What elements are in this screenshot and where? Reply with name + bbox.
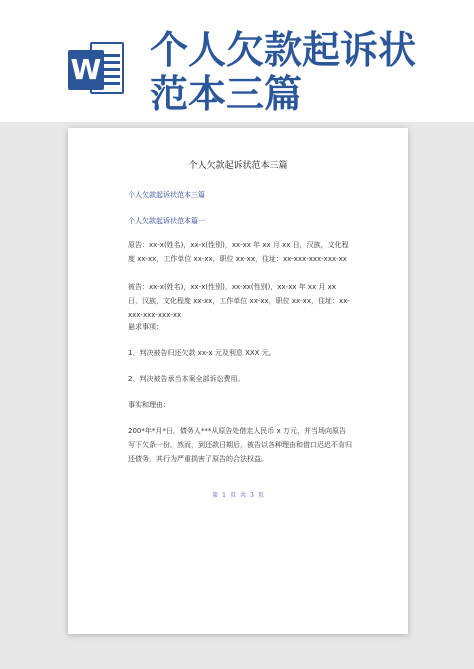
footer-total-prefix: 共 (240, 492, 247, 499)
footer-total-pages: 3 (250, 492, 254, 499)
banner (0, 0, 474, 122)
heading-1: 个人欠款起诉状范本三篇 (128, 191, 205, 199)
claim-2: 2、判决被告承当本案全部诉讼费用。 (128, 375, 245, 383)
footer-page-label: 页 (229, 492, 236, 499)
facts-paragraph: 200*年*月*日，债务人***从原告处借走人民币 x 万元，并当场向原告写下欠条一份。然而，到还款日期后，被告以各种理由和借口迟迟不肯归还债务，其行为严重损害了原告的合法权益。 (128, 427, 352, 463)
claim-1: 1、判决被告归还欠款 xx-x 元及利息 XXX 元。 (128, 349, 276, 357)
word-doc-icon (68, 38, 126, 98)
heading-2: 个人欠款起诉状范本篇一 (128, 217, 205, 225)
plaintiff-paragraph: 原告：xx-x(姓名)，xx-x(性别)，xx-xx 年 xx 月 xx 日，汉族，文化程度 xx-xx，工作单位 xx-xx，职位 xx-xx，住址：xx-xxx-xxx-xxx-xx (128, 241, 349, 263)
footer-prefix: 第 (212, 492, 219, 499)
footer-page-number: 1 (222, 492, 226, 499)
defendant-paragraph: 被告：xx-x(姓名)，xx-x(性别)，xx-xx(性别)，xx-xx 年 xx 月 xx 日，汉族，文化程度 xx-xx，工作单位 xx-xx，职位 xx-xx，住址：xx-xxx-xxx-xxx-xx (128, 283, 350, 319)
footer-suffix: 页 (257, 492, 264, 499)
page-footer (68, 490, 408, 499)
word-letter-tile: W (68, 50, 104, 90)
claims-label: 悬求事项： (128, 323, 163, 331)
facts-label: 事实和理由： (128, 401, 170, 409)
document-page (68, 128, 408, 634)
document-title: 个人欠款起诉状范本三篇 (188, 161, 288, 171)
banner-title: 个人欠款起诉状范本三篇 (150, 27, 417, 116)
